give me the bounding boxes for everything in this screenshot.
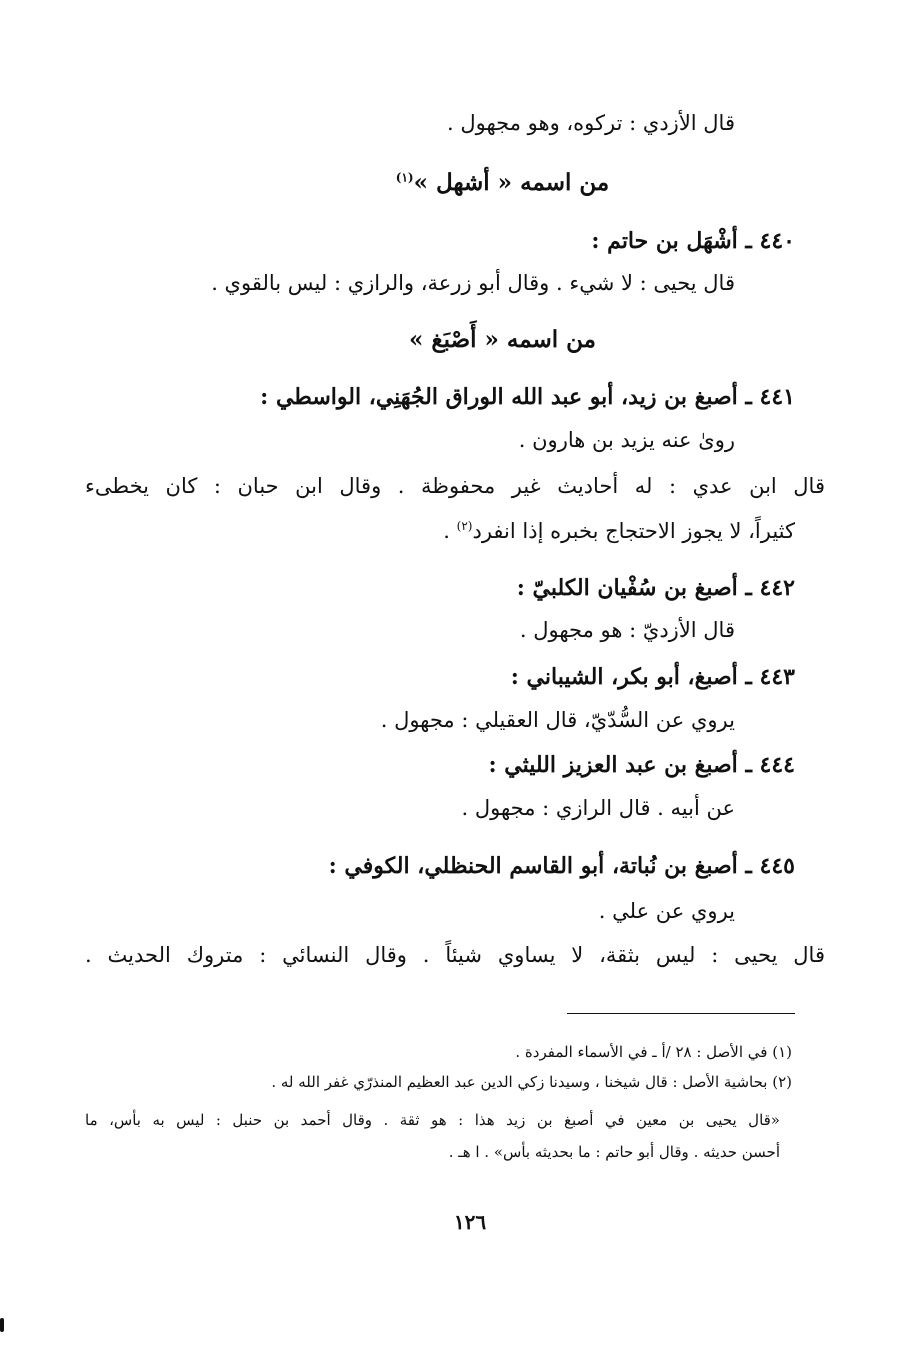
section-heading-asbagh: من اسمه « أَصْبَغ » xyxy=(409,326,596,353)
entry-440-text: قال يحيى : لا شيء . وقال أبو زرعة، والرازي : ليس بالقوي . xyxy=(211,271,735,295)
entry-445-text: قال يحيى : ليس بثقة، لا يساوي شيئاً . وقال النسائي : متروك الحديث . xyxy=(85,943,825,967)
section-heading-ashhal xyxy=(0,168,910,198)
entry-441-title: ٤٤١ ـ أصبغ بن زيد، أبو عبد الله الوراق الجُهَنِي، الواسطي : xyxy=(260,384,795,410)
footnote-ref: (٢) xyxy=(456,519,473,533)
text-line: قال الأزدي : تركوه، وهو مجهول . xyxy=(447,111,735,135)
entry-444-text: عن أبيه . قال الرازي : مجهول . xyxy=(461,796,735,820)
entry-442-text: قال الأزديّ : هو مجهول . xyxy=(519,618,735,642)
entry-443-text: يروي عن السُّدّيّ، قال العقيلي : مجهول . xyxy=(380,708,735,732)
footnote-2-quote: أحسن حديثه . وقال أبو حاتم : ما بحديثه بأس» . ا هـ . xyxy=(448,1143,780,1161)
footnote-ref: (١) xyxy=(395,170,414,185)
entry-441-text xyxy=(443,516,795,546)
page-number: ١٢٦ xyxy=(453,1210,487,1234)
footnote-2: (٢) بحاشية الأصل : قال شيخنا ، وسيدنا زكي الدين عبد العظيم المنذرّي غفر الله له . xyxy=(271,1073,792,1091)
heading-text: من اسمه « أشهل » xyxy=(413,169,610,196)
scan-mark xyxy=(0,1318,4,1332)
text-segment: كثيراً، لا يجوز الاحتجاج بخبره إذا انفرد xyxy=(472,519,795,543)
entry-445-title: ٤٤٥ ـ أصبغ بن نُباتة، أبو القاسم الحنظلي، الكوفي : xyxy=(328,853,795,879)
footnote-2-quote: «قال يحيى بن معين في أصبغ بن زيد هذا : هو ثقة . وقال أحمد بن حنبل : ليس به بأس، ما xyxy=(85,1111,780,1129)
footnote-1: (١) في الأصل : ٢٨ /أ ـ في الأسماء المفردة . xyxy=(515,1043,792,1061)
entry-441-text: روىٰ عنه يزيد بن هارون . xyxy=(518,428,735,452)
entry-444-title: ٤٤٤ ـ أصبغ بن عبد العزيز الليثي : xyxy=(488,752,795,778)
entry-443-title: ٤٤٣ ـ أصبغ، أبو بكر، الشيباني : xyxy=(510,664,795,690)
footnote-divider xyxy=(567,1013,795,1014)
entry-442-title: ٤٤٢ ـ أصبغ بن سُفْيان الكلبيّ : xyxy=(516,575,795,601)
entry-445-text: يروي عن علي . xyxy=(598,899,735,923)
entry-441-text: قال ابن عدي : له أحاديث غير محفوظة . وقال ابن حبان : كان يخطىء xyxy=(85,474,825,498)
entry-440-title: ٤٤٠ ـ أشْهَل بن حاتم : xyxy=(591,228,795,254)
text-segment: . xyxy=(443,519,457,543)
